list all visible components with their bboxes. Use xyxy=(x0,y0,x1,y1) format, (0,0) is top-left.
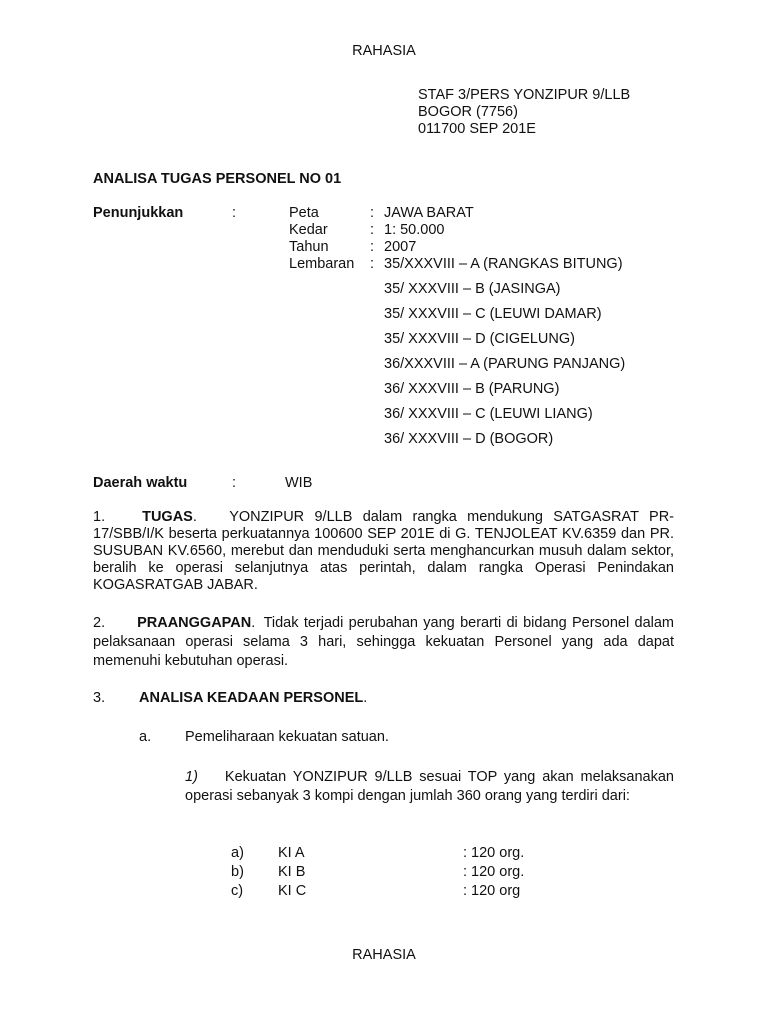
section-praanggapan: 2. PRAANGGAPAN. Tidak terjadi perubahan yang berarti di bidang Personel dalam pelaksanaan operasi selama 3 hari, sehingga kekuatan Personel yang ada dapat memenuhi kebutuhan operasi. xyxy=(93,615,674,669)
section-tugas: 1. TUGAS. YONZIPUR 9/LLB dalam rangka mendukung SATGASRAT PR-17/SBB/I/K beserta perkuatannya 100600 SEP 201E di G. TENJOLEAT KV.6359 dan PR. SUSUBAN KV.6560, merebut dan menduduki serta menghancurkan musuh dalam sektor, beralih ke operasi selanjutnya atas perintah, dalam rangka Operasi Penindakan KOGASRATGAB JABAR. xyxy=(93,509,674,593)
map-sep: : xyxy=(370,205,375,221)
map-value-peta: JAWA BARAT xyxy=(384,205,474,221)
doc-title: ANALISA TUGAS PERSONEL NO 01 xyxy=(93,171,342,187)
item-1-paragraph xyxy=(185,768,674,806)
kompi-name: KI A xyxy=(278,845,305,861)
section-number: 2. xyxy=(93,615,106,631)
section-body: Tidak terjadi perubahan yang berarti di bidang Personel dalam pelaksanaan operasi selama 3 hari, sehingga kekuatan Personel yang ada dapat memenuhi kebutuhan operasi. xyxy=(93,615,674,669)
item-number: 1) xyxy=(185,769,198,785)
section-heading: TUGAS xyxy=(142,509,193,525)
header-unit: STAF 3/PERS YONZIPUR 9/LLB xyxy=(418,87,631,103)
header-location: BOGOR (7756) xyxy=(418,104,518,120)
item-letter: a. xyxy=(139,729,152,745)
kompi-letter: a) xyxy=(231,845,244,861)
classification-top: RAHASIA xyxy=(352,43,416,59)
sheet-item: 35/ XXXVIII – B (JASINGA) xyxy=(384,281,561,297)
section-number: 1. xyxy=(93,509,106,525)
kompi-value: : 120 org xyxy=(463,883,521,899)
classification-bottom: RAHASIA xyxy=(352,947,416,963)
penunjukkan-colon: : xyxy=(232,205,237,221)
sheet-item: 35/ XXXVIII – C (LEUWI DAMAR) xyxy=(384,306,602,322)
sheet-item: 36/ XXXVIII – D (BOGOR) xyxy=(384,431,554,447)
kompi-name: KI C xyxy=(278,883,307,899)
map-sep: : xyxy=(370,239,375,255)
section-body: YONZIPUR 9/LLB dalam rangka mendukung SATGASRAT PR-17/SBB/I/K beserta perkuatannya 100600 SEP 201E di G. TENJOLEAT KV.6359 dan PR. SUSUBAN KV.6560, merebut dan menduduki serta menghancurkan musuh dalam sektor, beralih ke operasi selanjutnya atas perintah, dalam rangka Operasi Penindakan KOGASRATGAB JABAR. xyxy=(93,509,674,593)
section-heading: ANALISA KEADAAN PERSONEL xyxy=(139,690,364,706)
section-number: 3. xyxy=(93,690,106,706)
map-value-kedar: 1: 50.000 xyxy=(384,222,445,238)
sheet-item: 36/ XXXVIII – B (PARUNG) xyxy=(384,381,560,397)
kompi-letter: c) xyxy=(231,883,244,899)
section-analisa: ANALISA KEADAAN PERSONEL. xyxy=(139,690,368,706)
daerah-waktu-colon: : xyxy=(232,475,237,491)
kompi-value: : 120 org. xyxy=(463,864,525,880)
map-value-tahun: 2007 xyxy=(384,239,417,255)
sheet-item: 36/ XXXVIII – C (LEUWI LIANG) xyxy=(384,406,593,422)
map-key-tahun: Tahun xyxy=(289,239,329,255)
item-1-text: Kekuatan YONZIPUR 9/LLB sesuai TOP yang akan melaksanakan operasi sebanyak 3 kompi dengan jumlah 360 orang yang terdiri dari: xyxy=(185,769,674,804)
daerah-waktu-label: Daerah waktu xyxy=(93,475,188,491)
header-datetime: 011700 SEP 201E xyxy=(418,121,536,137)
item-a-text: Pemeliharaan kekuatan satuan. xyxy=(185,729,389,745)
sheet-item: 35/ XXXVIII – D (CIGELUNG) xyxy=(384,331,575,347)
section-heading: PRAANGGAPAN xyxy=(137,615,252,631)
daerah-waktu-value: WIB xyxy=(285,475,313,491)
map-value-lembaran: 35/XXXVIII – A (RANGKAS BITUNG) xyxy=(384,256,623,272)
map-sep: : xyxy=(370,256,375,272)
kompi-letter: b) xyxy=(231,864,244,880)
kompi-value: : 120 org. xyxy=(463,845,525,861)
penunjukkan-label: Penunjukkan xyxy=(93,205,184,221)
map-key-lembaran: Lembaran xyxy=(289,256,355,272)
kompi-name: KI B xyxy=(278,864,306,880)
map-key-kedar: Kedar xyxy=(289,222,328,238)
map-sep: : xyxy=(370,222,375,238)
sheet-item: 36/XXXVIII – A (PARUNG PANJANG) xyxy=(384,356,626,372)
map-key-peta: Peta xyxy=(289,205,319,221)
